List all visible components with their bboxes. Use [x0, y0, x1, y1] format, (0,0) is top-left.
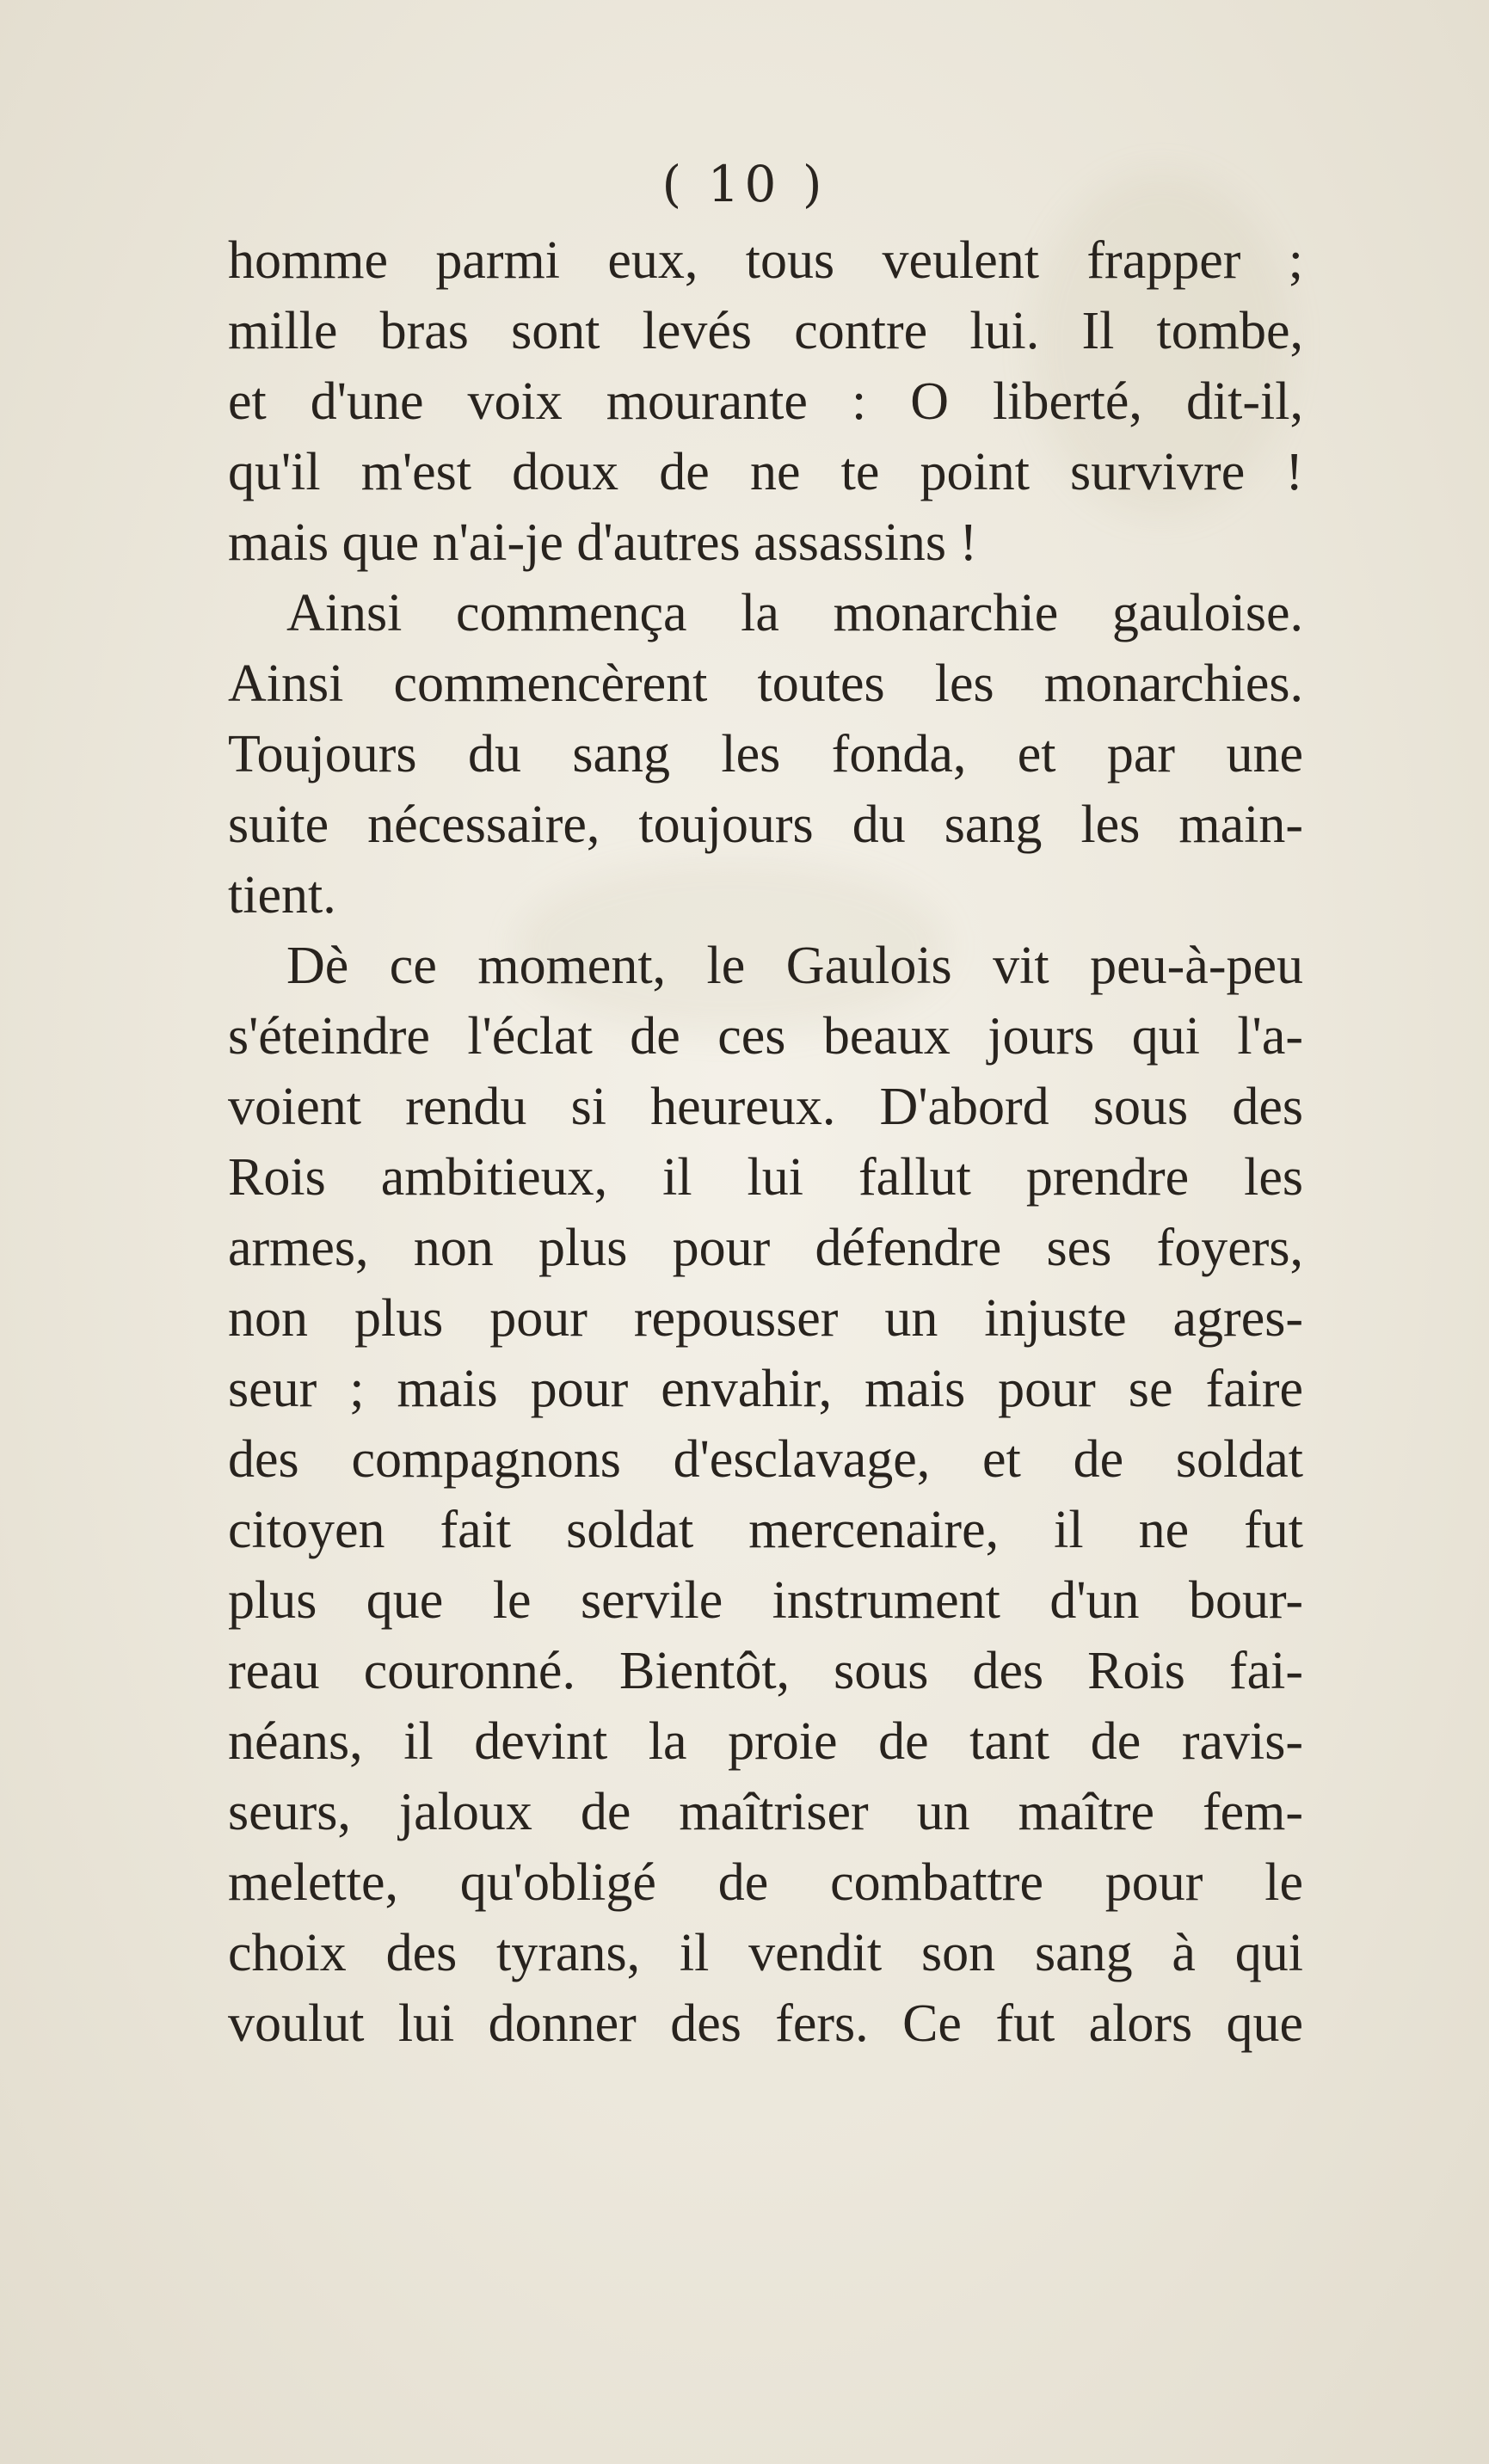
text-line: homme parmi eux, tous veulent frapper ;: [228, 231, 1303, 290]
text-line: suite nécessaire, toujours du sang les main-: [228, 796, 1303, 854]
text-line: seur ; mais pour envahir, mais pour se faire: [228, 1360, 1303, 1418]
text-line: s'éteindre l'éclat de ces beaux jours qui l'a-: [228, 1007, 1303, 1066]
text-line: voulut lui donner des fers. Ce fut alors que: [228, 1994, 1303, 2053]
text-line: des compagnons d'esclavage, et de soldat: [228, 1430, 1303, 1489]
text-line: mille bras sont levés contre lui. Il tombe,: [228, 302, 1303, 360]
text-line: Ainsi commencèrent toutes les monarchies.: [228, 654, 1303, 713]
text-line: tient.: [228, 866, 336, 925]
text-line: non plus pour repousser un injuste agres-: [228, 1289, 1303, 1348]
text-line: mais que n'ai-je d'autres assassins !: [228, 513, 978, 572]
body-text: [228, 225, 1303, 2059]
text-line: Dè ce moment, le Gaulois vit peu-à-peu: [286, 937, 1303, 995]
text-line: néans, il devint la proie de tant de ravis-: [228, 1712, 1303, 1771]
text-line: qu'il m'est doux de ne te point survivre !: [228, 443, 1303, 501]
page-number: ( 10 ): [661, 155, 828, 213]
text-line: voient rendu si heureux. D'abord sous des: [228, 1078, 1303, 1136]
text-line: melette, qu'obligé de combattre pour le: [228, 1853, 1303, 1912]
text-line: choix des tyrans, il vendit son sang à qui: [228, 1924, 1303, 1982]
text-line: seurs, jaloux de maîtriser un maître fem-: [228, 1783, 1303, 1841]
text-line: Toujours du sang les fonda, et par une: [228, 725, 1303, 783]
text-line: reau couronné. Bientôt, sous des Rois fai-: [228, 1642, 1303, 1700]
text-line: plus que le servile instrument d'un bour-: [228, 1571, 1303, 1630]
text-line: armes, non plus pour défendre ses foyers,: [228, 1219, 1303, 1277]
text-line: et d'une voix mourante : O liberté, dit-il,: [228, 372, 1303, 431]
text-line: Rois ambitieux, il lui fallut prendre les: [228, 1148, 1303, 1207]
text-line: Ainsi commença la monarchie gauloise.: [286, 584, 1303, 642]
text-line: citoyen fait soldat mercenaire, il ne fut: [228, 1501, 1303, 1559]
